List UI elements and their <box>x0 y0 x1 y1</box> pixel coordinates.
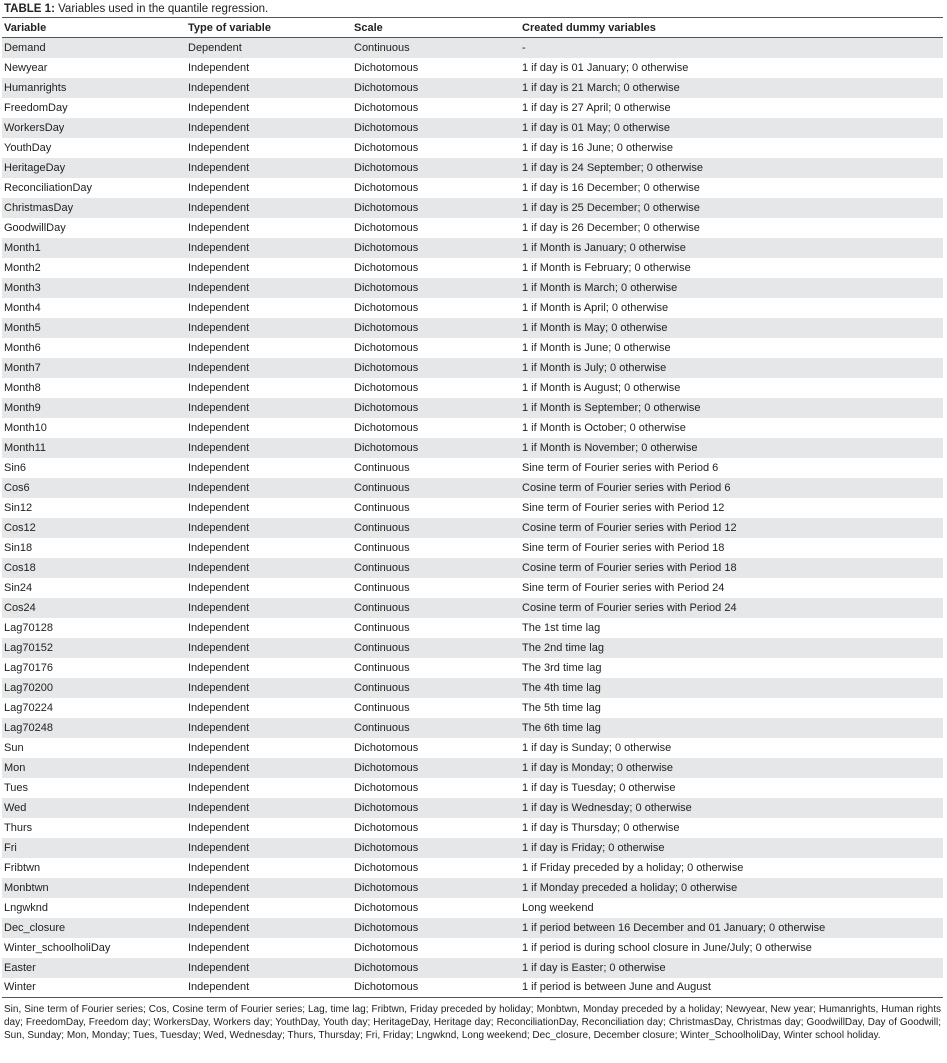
cell-dummy: 1 if Month is January; 0 otherwise <box>522 241 686 254</box>
cell-scale: Dichotomous <box>354 81 419 94</box>
caption-text: Variables used in the quantile regression. <box>54 3 269 15</box>
cell-dummy: 1 if Month is June; 0 otherwise <box>522 341 671 354</box>
cell-scale: Dichotomous <box>354 941 419 954</box>
cell-type: Independent <box>188 661 250 674</box>
table-row <box>2 838 943 858</box>
cell-type: Independent <box>188 561 250 574</box>
cell-variable: Lag70224 <box>4 701 53 714</box>
cell-dummy: 1 if Month is November; 0 otherwise <box>522 441 698 454</box>
cell-dummy: 1 if day is 01 May; 0 otherwise <box>522 121 670 134</box>
table-row <box>2 698 943 718</box>
cell-type: Independent <box>188 141 250 154</box>
cell-scale: Dichotomous <box>354 181 419 194</box>
cell-scale: Dichotomous <box>354 781 419 794</box>
cell-scale: Continuous <box>354 481 410 494</box>
cell-type: Independent <box>188 381 250 394</box>
cell-type: Independent <box>188 961 250 974</box>
cell-variable: FreedomDay <box>4 101 68 114</box>
cell-dummy: 1 if day is Easter; 0 otherwise <box>522 961 666 974</box>
cell-scale: Dichotomous <box>354 61 419 74</box>
cell-type: Independent <box>188 321 250 334</box>
cell-variable: Lag70200 <box>4 681 53 694</box>
header-row <box>2 18 943 38</box>
cell-variable: HeritageDay <box>4 161 66 174</box>
table-row <box>2 418 943 438</box>
cell-scale: Dichotomous <box>354 801 419 814</box>
cell-type: Independent <box>188 401 250 414</box>
cell-scale: Dichotomous <box>354 741 419 754</box>
table-row <box>2 378 943 398</box>
cell-type: Independent <box>188 601 250 614</box>
cell-type: Independent <box>188 541 250 554</box>
cell-type: Independent <box>188 421 250 434</box>
cell-dummy: Sine term of Fourier series with Period 24 <box>522 581 725 594</box>
cell-variable: Month1 <box>4 241 41 254</box>
cell-dummy: 1 if Friday preceded by a holiday; 0 otherwise <box>522 861 744 874</box>
cell-dummy: 1 if day is 27 April; 0 otherwise <box>522 101 671 114</box>
cell-scale: Continuous <box>354 541 410 554</box>
cell-scale: Dichotomous <box>354 821 419 834</box>
cell-variable: Sin24 <box>4 581 33 594</box>
cell-type: Independent <box>188 981 250 994</box>
table-row <box>2 578 943 598</box>
cell-dummy: 1 if day is 21 March; 0 otherwise <box>522 81 680 94</box>
cell-variable: Lag70248 <box>4 721 53 734</box>
cell-type: Dependent <box>188 41 242 54</box>
table-row <box>2 878 943 898</box>
table-row <box>2 458 943 478</box>
cell-type: Independent <box>188 721 250 734</box>
cell-scale: Dichotomous <box>354 121 419 134</box>
cell-dummy: 1 if Month is March; 0 otherwise <box>522 281 678 294</box>
table-figure <box>2 2 943 1042</box>
cell-variable: Humanrights <box>4 81 67 94</box>
cell-dummy: The 2nd time lag <box>522 641 604 654</box>
table-row <box>2 858 943 878</box>
cell-type: Independent <box>188 341 250 354</box>
cell-dummy: 1 if day is Wednesday; 0 otherwise <box>522 801 692 814</box>
table-row <box>2 798 943 818</box>
cell-scale: Continuous <box>354 681 410 694</box>
table-row <box>2 178 943 198</box>
cell-scale: Dichotomous <box>354 261 419 274</box>
cell-dummy: 1 if day is 16 June; 0 otherwise <box>522 141 674 154</box>
cell-type: Independent <box>188 521 250 534</box>
cell-type: Independent <box>188 221 250 234</box>
cell-type: Independent <box>188 681 250 694</box>
cell-dummy: 1 if Month is July; 0 otherwise <box>522 361 667 374</box>
cell-scale: Continuous <box>354 561 410 574</box>
cell-dummy: 1 if day is 25 December; 0 otherwise <box>522 201 700 214</box>
table-row <box>2 658 943 678</box>
table-row <box>2 618 943 638</box>
table-row <box>2 538 943 558</box>
cell-scale: Dichotomous <box>354 881 419 894</box>
cell-variable: Monbtwn <box>4 881 49 894</box>
cell-scale: Dichotomous <box>354 161 419 174</box>
cell-type: Independent <box>188 641 250 654</box>
cell-dummy: Sine term of Fourier series with Period 6 <box>522 461 719 474</box>
cell-scale: Dichotomous <box>354 761 419 774</box>
cell-variable: ChristmasDay <box>4 201 74 214</box>
table-row <box>2 218 943 238</box>
table-row <box>2 518 943 538</box>
cell-scale: Dichotomous <box>354 861 419 874</box>
cell-type: Independent <box>188 481 250 494</box>
cell-variable: Winter <box>4 981 36 994</box>
cell-scale: Dichotomous <box>354 421 419 434</box>
cell-type: Independent <box>188 581 250 594</box>
cell-variable: Month4 <box>4 301 41 314</box>
cell-dummy: 1 if day is 24 September; 0 otherwise <box>522 161 703 174</box>
cell-dummy: 1 if day is 26 December; 0 otherwise <box>522 221 700 234</box>
cell-scale: Continuous <box>354 501 410 514</box>
cell-scale: Dichotomous <box>354 301 419 314</box>
cell-scale: Dichotomous <box>354 901 419 914</box>
cell-variable: GoodwillDay <box>4 221 66 234</box>
cell-scale: Dichotomous <box>354 961 419 974</box>
cell-scale: Dichotomous <box>354 321 419 334</box>
cell-type: Independent <box>188 461 250 474</box>
cell-scale: Continuous <box>354 621 410 634</box>
cell-type: Independent <box>188 181 250 194</box>
table-row <box>2 38 943 58</box>
table-row <box>2 158 943 178</box>
table-row <box>2 778 943 798</box>
cell-scale: Continuous <box>354 701 410 714</box>
cell-scale: Dichotomous <box>354 441 419 454</box>
cell-scale: Continuous <box>354 601 410 614</box>
cell-dummy: 1 if Month is February; 0 otherwise <box>522 261 691 274</box>
cell-scale: Continuous <box>354 721 410 734</box>
cell-variable: Mon <box>4 761 26 774</box>
cell-variable: Cos18 <box>4 561 36 574</box>
table-row <box>2 238 943 258</box>
cell-variable: Lag70176 <box>4 661 53 674</box>
header-dummy: Created dummy variables <box>522 21 656 34</box>
cell-scale: Dichotomous <box>354 201 419 214</box>
cell-type: Independent <box>188 701 250 714</box>
cell-dummy: 1 if day is Thursday; 0 otherwise <box>522 821 680 834</box>
cell-dummy: Cosine term of Fourier series with Period 12 <box>522 521 737 534</box>
cell-dummy: 1 if day is 01 January; 0 otherwise <box>522 61 689 74</box>
cell-variable: Month2 <box>4 261 41 274</box>
table-row <box>2 58 943 78</box>
cell-scale: Dichotomous <box>354 341 419 354</box>
cell-dummy: The 6th time lag <box>522 721 601 734</box>
cell-type: Independent <box>188 801 250 814</box>
cell-variable: Lag70152 <box>4 641 53 654</box>
table-caption <box>2 2 943 17</box>
cell-scale: Continuous <box>354 41 410 54</box>
table-row <box>2 978 943 998</box>
variables-table <box>2 17 943 998</box>
cell-type: Independent <box>188 261 250 274</box>
cell-scale: Continuous <box>354 521 410 534</box>
table-row <box>2 638 943 658</box>
cell-scale: Dichotomous <box>354 361 419 374</box>
cell-scale: Dichotomous <box>354 221 419 234</box>
table-row <box>2 958 943 978</box>
cell-dummy: The 3rd time lag <box>522 661 602 674</box>
cell-variable: Cos12 <box>4 521 36 534</box>
cell-dummy: Sine term of Fourier series with Period 18 <box>522 541 725 554</box>
cell-scale: Continuous <box>354 461 410 474</box>
cell-variable: Sin12 <box>4 501 33 514</box>
cell-scale: Dichotomous <box>354 981 419 994</box>
cell-variable: Cos6 <box>4 481 30 494</box>
cell-dummy: 1 if period between 16 December and 01 January; 0 otherwise <box>522 921 826 934</box>
cell-scale: Dichotomous <box>354 281 419 294</box>
cell-scale: Dichotomous <box>354 241 419 254</box>
table-row <box>2 918 943 938</box>
cell-type: Independent <box>188 841 250 854</box>
cell-type: Independent <box>188 281 250 294</box>
cell-type: Independent <box>188 61 250 74</box>
cell-type: Independent <box>188 501 250 514</box>
table-row <box>2 298 943 318</box>
table-row <box>2 558 943 578</box>
cell-dummy: 1 if day is Sunday; 0 otherwise <box>522 741 672 754</box>
cell-dummy: 1 if day is Monday; 0 otherwise <box>522 761 674 774</box>
cell-dummy: 1 if Month is May; 0 otherwise <box>522 321 668 334</box>
table-row <box>2 898 943 918</box>
cell-variable: Sin6 <box>4 461 27 474</box>
cell-dummy: Long weekend <box>522 901 594 914</box>
cell-variable: Month5 <box>4 321 41 334</box>
cell-variable: Month9 <box>4 401 41 414</box>
table-row <box>2 118 943 138</box>
cell-dummy: 1 if period is between June and August <box>522 981 711 994</box>
cell-dummy: - <box>522 41 526 54</box>
cell-scale: Dichotomous <box>354 841 419 854</box>
cell-variable: Demand <box>4 41 46 54</box>
table-body <box>2 38 943 998</box>
caption-label: TABLE 1: <box>4 3 55 15</box>
cell-variable: Wed <box>4 801 27 814</box>
cell-scale: Continuous <box>354 641 410 654</box>
cell-variable: Month8 <box>4 381 41 394</box>
cell-type: Independent <box>188 241 250 254</box>
table-row <box>2 398 943 418</box>
cell-type: Independent <box>188 301 250 314</box>
cell-type: Independent <box>188 361 250 374</box>
cell-type: Independent <box>188 761 250 774</box>
table-footnote: Sin, Sine term of Fourier series; Cos, Cosine term of Fourier series; Lag, time lag; Fribtwn, Friday preceded by holiday; Monbtwn, Monday preceded by a holiday; Newyear, New year; Humanrights, Human rights day; FreedomDay, Freedom day; WorkersDay, Workers day; YouthDay, Youth day; HeritageDay, Heritage day; ReconciliationDay, Reconciliation day; ChristmasDay, Christmas day; GoodwillDay, Day of Goodwill; Sun, Sunday; Mon, Monday; Tues, Tuesday; Wed, Wednesday; Thurs, Thursday; Fri, Friday; Lngwknd, Long weekend; Dec_closure, December closure; Winter_SchoolholiDay, Winter school holiday. <box>4 1004 941 1041</box>
table-row <box>2 358 943 378</box>
cell-variable: Fribtwn <box>4 861 41 874</box>
cell-dummy: 1 if Month is October; 0 otherwise <box>522 421 686 434</box>
cell-variable: Sun <box>4 741 24 754</box>
cell-variable: WorkersDay <box>4 121 65 134</box>
cell-dummy: 1 if day is Tuesday; 0 otherwise <box>522 781 676 794</box>
cell-variable: Newyear <box>4 61 48 74</box>
cell-type: Independent <box>188 121 250 134</box>
cell-variable: Month10 <box>4 421 47 434</box>
table-row <box>2 478 943 498</box>
cell-type: Independent <box>188 901 250 914</box>
cell-scale: Dichotomous <box>354 401 419 414</box>
table-row <box>2 78 943 98</box>
cell-variable: Month7 <box>4 361 41 374</box>
cell-variable: Fri <box>4 841 17 854</box>
cell-scale: Dichotomous <box>354 381 419 394</box>
cell-dummy: 1 if Month is August; 0 otherwise <box>522 381 681 394</box>
cell-type: Independent <box>188 941 250 954</box>
table-row <box>2 678 943 698</box>
cell-scale: Continuous <box>354 581 410 594</box>
cell-variable: Sin18 <box>4 541 33 554</box>
table-row <box>2 258 943 278</box>
cell-type: Independent <box>188 881 250 894</box>
table-header <box>2 18 943 38</box>
table-row <box>2 98 943 118</box>
header-type: Type of variable <box>188 21 271 34</box>
cell-variable: Dec_closure <box>4 921 66 934</box>
cell-dummy: 1 if day is Friday; 0 otherwise <box>522 841 665 854</box>
cell-type: Independent <box>188 861 250 874</box>
cell-dummy: Cosine term of Fourier series with Period 6 <box>522 481 731 494</box>
cell-variable: Lngwknd <box>4 901 49 914</box>
cell-dummy: The 5th time lag <box>522 701 601 714</box>
table-row <box>2 938 943 958</box>
table-row <box>2 738 943 758</box>
cell-dummy: The 1st time lag <box>522 621 601 634</box>
table-row <box>2 818 943 838</box>
header-variable: Variable <box>4 21 47 34</box>
cell-variable: Tues <box>4 781 29 794</box>
table-row <box>2 598 943 618</box>
cell-type: Independent <box>188 201 250 214</box>
header-scale: Scale <box>354 21 383 34</box>
table-row <box>2 718 943 738</box>
cell-type: Independent <box>188 161 250 174</box>
cell-type: Independent <box>188 821 250 834</box>
cell-dummy: 1 if period is during school closure in June/July; 0 otherwise <box>522 941 812 954</box>
table-row <box>2 278 943 298</box>
cell-type: Independent <box>188 81 250 94</box>
cell-dummy: 1 if Monday preceded a holiday; 0 otherwise <box>522 881 738 894</box>
cell-type: Independent <box>188 781 250 794</box>
cell-scale: Dichotomous <box>354 141 419 154</box>
table-row <box>2 438 943 458</box>
cell-variable: Thurs <box>4 821 33 834</box>
cell-scale: Dichotomous <box>354 101 419 114</box>
cell-type: Independent <box>188 101 250 114</box>
table-row <box>2 198 943 218</box>
cell-scale: Dichotomous <box>354 921 419 934</box>
cell-type: Independent <box>188 921 250 934</box>
cell-type: Independent <box>188 441 250 454</box>
cell-variable: Month11 <box>4 441 46 454</box>
cell-variable: Winter_schoolholiDay <box>4 941 111 954</box>
table-row <box>2 318 943 338</box>
cell-type: Independent <box>188 741 250 754</box>
cell-dummy: Cosine term of Fourier series with Period 18 <box>522 561 737 574</box>
cell-variable: Month6 <box>4 341 41 354</box>
cell-dummy: 1 if day is 16 December; 0 otherwise <box>522 181 700 194</box>
table-row <box>2 138 943 158</box>
table-row <box>2 338 943 358</box>
cell-dummy: The 4th time lag <box>522 681 601 694</box>
cell-variable: ReconciliationDay <box>4 181 93 194</box>
cell-type: Independent <box>188 621 250 634</box>
cell-dummy: 1 if Month is April; 0 otherwise <box>522 301 669 314</box>
table-row <box>2 758 943 778</box>
table-row <box>2 498 943 518</box>
cell-scale: Continuous <box>354 661 410 674</box>
cell-dummy: Cosine term of Fourier series with Period 24 <box>522 601 737 614</box>
cell-dummy: Sine term of Fourier series with Period 12 <box>522 501 725 514</box>
cell-variable: Lag70128 <box>4 621 53 634</box>
cell-variable: Month3 <box>4 281 41 294</box>
cell-variable: Easter <box>4 961 36 974</box>
cell-dummy: 1 if Month is September; 0 otherwise <box>522 401 701 414</box>
cell-variable: Cos24 <box>4 601 36 614</box>
cell-variable: YouthDay <box>4 141 52 154</box>
